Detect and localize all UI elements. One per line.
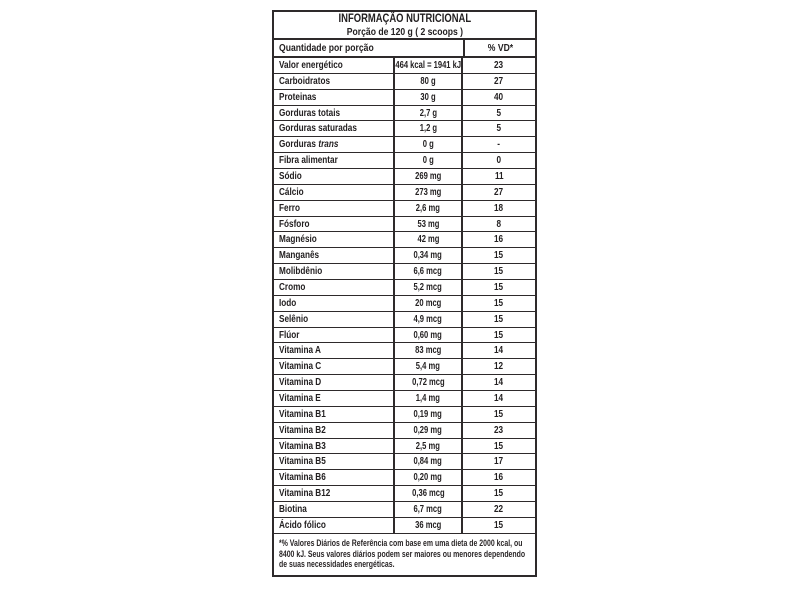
daily-value: 40 <box>494 91 504 103</box>
table-row <box>274 121 535 137</box>
nutrient-name: Gorduras totais <box>279 107 341 119</box>
amount-value: 0,72 mcg <box>411 377 445 389</box>
amount-value: 0 g <box>422 155 434 167</box>
daily-value-cell <box>463 502 535 517</box>
amount-cell <box>393 454 463 469</box>
nutrient-name: Vitamina B1 <box>279 408 326 420</box>
daily-value: 15 <box>494 488 504 500</box>
nutrient-name: Sódio <box>279 170 302 182</box>
table-header-row <box>274 40 535 58</box>
nutrient-name-cell <box>274 312 393 327</box>
nutrient-name: Manganês <box>279 250 320 262</box>
table-row <box>274 296 535 312</box>
footnote-line-1: *% Valores Diários de Referência com base em uma dieta de 2000 kcal, ou <box>279 538 523 548</box>
amount-cell <box>393 74 463 89</box>
nutrient-name-cell <box>274 201 393 216</box>
daily-value-cell <box>463 407 535 422</box>
nutrient-name-cell <box>274 439 393 454</box>
daily-value-cell <box>463 359 535 374</box>
table-row <box>274 106 535 122</box>
daily-value-cell <box>463 185 535 200</box>
nutrient-name-cell <box>274 232 393 247</box>
nutrient-name-cell <box>274 454 393 469</box>
amount-value: 1,4 mg <box>415 392 441 404</box>
daily-value-cell <box>463 201 535 216</box>
amount-value: 6,7 mcg <box>413 503 443 515</box>
amount-cell <box>393 470 463 485</box>
nutrient-name-cell <box>274 296 393 311</box>
daily-value: 5 <box>496 123 502 135</box>
table-row <box>274 502 535 518</box>
nutrient-name-cell <box>274 90 393 105</box>
daily-value: 15 <box>494 408 504 420</box>
daily-value-cell <box>463 328 535 343</box>
amount-cell <box>393 201 463 216</box>
daily-value-cell <box>463 121 535 136</box>
daily-value-cell <box>463 137 535 152</box>
daily-value-cell <box>463 470 535 485</box>
nutrient-name-cell <box>274 407 393 422</box>
daily-value-cell <box>463 423 535 438</box>
nutrient-name-cell <box>274 153 393 168</box>
nutrient-name-cell <box>274 486 393 501</box>
amount-cell <box>393 217 463 232</box>
nutrient-name: Cálcio <box>279 186 304 198</box>
amount-value: 0,19 mg <box>413 408 443 420</box>
daily-value-cell <box>463 74 535 89</box>
daily-value: 16 <box>494 472 504 484</box>
nutrient-name: Cromo <box>279 281 306 293</box>
amount-value: 42 mg <box>417 234 439 246</box>
amount-value: 269 mg <box>414 170 442 182</box>
table-row <box>274 185 535 201</box>
amount-cell <box>393 296 463 311</box>
nutrient-name: Selênio <box>279 313 309 325</box>
nutrient-name: Magnésio <box>279 234 317 246</box>
amount-value: 6,6 mcg <box>413 266 443 278</box>
daily-value-cell <box>463 280 535 295</box>
nutrient-name-cell <box>274 359 393 374</box>
nutrient-name-cell <box>274 185 393 200</box>
daily-value: 15 <box>494 297 504 309</box>
nutrient-name-cell <box>274 375 393 390</box>
table-row <box>274 137 535 153</box>
table-row <box>274 217 535 233</box>
amount-value: 53 mg <box>417 218 439 230</box>
footnote <box>274 534 535 575</box>
nutrient-name-cell <box>274 58 393 73</box>
daily-value: 0 <box>496 155 502 167</box>
amount-cell <box>393 439 463 454</box>
nutrient-name-cell <box>274 502 393 517</box>
daily-value-cell <box>463 264 535 279</box>
nutrient-name: Vitamina B2 <box>279 424 326 436</box>
daily-value-cell <box>463 153 535 168</box>
nutrient-name: Ferro <box>279 202 300 214</box>
daily-value: 15 <box>494 440 504 452</box>
amount-value: 0,36 mcg <box>411 488 445 500</box>
daily-value: 15 <box>494 313 504 325</box>
daily-value-cell <box>463 90 535 105</box>
table-title-block <box>274 12 535 40</box>
amount-cell <box>393 137 463 152</box>
nutrient-name-cell <box>274 343 393 358</box>
table-row <box>274 391 535 407</box>
serving-size <box>274 26 535 39</box>
amount-cell <box>393 407 463 422</box>
daily-value: 15 <box>494 519 504 531</box>
amount-value: 2,6 mg <box>415 202 441 214</box>
nutrient-name-cell <box>274 518 393 533</box>
nutrient-name: Molibdênio <box>279 266 323 278</box>
nutrient-name: Vitamina C <box>279 361 322 373</box>
amount-cell <box>393 312 463 327</box>
daily-value: 27 <box>494 75 504 87</box>
nutrient-name-cell <box>274 248 393 263</box>
nutrition-facts-table <box>272 10 537 577</box>
quantity-per-serving-label: Quantidade por porção <box>279 42 374 54</box>
amount-cell <box>393 280 463 295</box>
nutrient-name: Gorduras <box>279 139 316 151</box>
nutrient-name: Gorduras saturadas <box>279 123 357 135</box>
amount-cell <box>393 58 463 73</box>
amount-value: 30 g <box>420 91 436 103</box>
nutrient-name: Fibra alimentar <box>279 155 338 167</box>
nutrient-name-cell <box>274 264 393 279</box>
table-row <box>274 343 535 359</box>
nutrient-name: Vitamina B12 <box>279 488 331 500</box>
table-row <box>274 248 535 264</box>
daily-value: 23 <box>494 59 504 71</box>
amount-cell <box>393 359 463 374</box>
daily-value-cell <box>463 169 535 184</box>
amount-value: 464 kcal = 1941 kJ <box>395 59 461 71</box>
amount-cell <box>393 232 463 247</box>
amount-value: 0 g <box>422 139 434 151</box>
daily-value-cell <box>463 391 535 406</box>
amount-value: 80 g <box>420 75 436 87</box>
table-row <box>274 407 535 423</box>
amount-value: 2,5 mg <box>415 440 441 452</box>
nutrient-name: Flúor <box>279 329 300 341</box>
nutrient-name: Iodo <box>279 297 297 309</box>
amount-value: 5,4 mg <box>415 361 441 373</box>
table-row <box>274 280 535 296</box>
table-row <box>274 328 535 344</box>
daily-value-cell <box>463 439 535 454</box>
amount-value: 0,20 mg <box>413 472 443 484</box>
nutrient-name-cell <box>274 280 393 295</box>
table-row <box>274 264 535 280</box>
nutrient-name: Valor energético <box>279 59 343 71</box>
table-row <box>274 518 535 534</box>
table-row <box>274 454 535 470</box>
footnote-line-2: 8400 kJ. Seus valores diários podem ser maiores ou menores dependendo <box>279 548 526 559</box>
amount-value: 4,9 mcg <box>413 313 443 325</box>
daily-value-cell <box>463 248 535 263</box>
amount-cell <box>393 185 463 200</box>
amount-cell <box>393 423 463 438</box>
amount-cell <box>393 391 463 406</box>
nutrient-name: Proteinas <box>279 91 317 103</box>
daily-value-cell <box>463 312 535 327</box>
nutrient-name: Vitamina B5 <box>279 456 326 468</box>
nutrient-name-cell <box>274 169 393 184</box>
daily-value-cell <box>463 486 535 501</box>
nutrient-name-cell <box>274 137 393 152</box>
amount-cell <box>393 90 463 105</box>
amount-cell <box>393 106 463 121</box>
amount-cell <box>393 343 463 358</box>
nutrient-name-cell <box>274 106 393 121</box>
amount-value: 0,34 mg <box>413 250 443 262</box>
daily-value: 15 <box>494 329 504 341</box>
table-row <box>274 423 535 439</box>
table-title-text: INFORMAÇÃO NUTRICIONAL <box>338 13 471 25</box>
nutrient-name: Vitamina B3 <box>279 440 326 452</box>
daily-value: 14 <box>494 392 504 404</box>
daily-value-cell <box>463 217 535 232</box>
nutrient-name: Vitamina D <box>279 377 322 389</box>
nutrient-name-cell <box>274 328 393 343</box>
amount-cell <box>393 121 463 136</box>
nutrient-name-cell <box>274 74 393 89</box>
table-row <box>274 58 535 74</box>
table-row <box>274 74 535 90</box>
nutrient-name-cell <box>274 423 393 438</box>
amount-value: 5,2 mcg <box>413 281 443 293</box>
amount-value: 0,29 mg <box>413 424 443 436</box>
daily-value-cell <box>463 106 535 121</box>
nutrient-name-cell <box>274 391 393 406</box>
daily-value: 14 <box>494 377 504 389</box>
amount-cell <box>393 264 463 279</box>
amount-cell <box>393 328 463 343</box>
daily-value-cell <box>463 58 535 73</box>
amount-value: 273 mg <box>414 186 442 198</box>
daily-value-cell <box>463 375 535 390</box>
daily-value-cell <box>463 343 535 358</box>
amount-value: 2,7 g <box>419 107 437 119</box>
nutrient-name: Biotina <box>279 503 307 515</box>
daily-value: 15 <box>494 266 504 278</box>
daily-value: 17 <box>494 456 504 468</box>
daily-value-header <box>463 40 535 56</box>
amount-cell <box>393 375 463 390</box>
daily-value: 12 <box>494 361 504 373</box>
daily-value: 23 <box>494 424 504 436</box>
serving-size-text: Porção de 120 g ( 2 scoops ) <box>346 25 463 38</box>
daily-value: 5 <box>496 107 502 119</box>
daily-value-label: % VD* <box>487 42 513 54</box>
nutrient-name: Vitamina A <box>279 345 321 357</box>
daily-value: 11 <box>494 170 504 182</box>
table-row <box>274 201 535 217</box>
daily-value: - <box>497 139 501 151</box>
amount-value: 20 mcg <box>414 297 442 309</box>
daily-value: 27 <box>494 186 504 198</box>
daily-value: 14 <box>494 345 504 357</box>
amount-cell <box>393 502 463 517</box>
amount-value: 36 mcg <box>414 519 442 531</box>
footnote-line-3: de suas necessidades energéticas. <box>279 559 395 569</box>
amount-value: 1,2 g <box>419 123 437 135</box>
table-row <box>274 312 535 328</box>
daily-value: 15 <box>494 281 504 293</box>
daily-value: 22 <box>494 503 504 515</box>
daily-value: 8 <box>496 218 502 230</box>
daily-value: 16 <box>494 234 504 246</box>
nutrient-name-italic: trans <box>318 139 339 151</box>
nutrient-rows <box>274 58 535 534</box>
daily-value: 15 <box>494 250 504 262</box>
amount-value: 0,60 mg <box>413 329 443 341</box>
table-row <box>274 90 535 106</box>
table-title <box>274 13 535 26</box>
amount-cell <box>393 486 463 501</box>
nutrient-name-cell <box>274 470 393 485</box>
nutrient-name: Vitamina E <box>279 392 321 404</box>
table-row <box>274 232 535 248</box>
daily-value: 18 <box>494 202 504 214</box>
quantity-per-serving-header <box>274 40 463 56</box>
amount-cell <box>393 518 463 533</box>
table-row <box>274 375 535 391</box>
daily-value-cell <box>463 518 535 533</box>
amount-cell <box>393 248 463 263</box>
amount-cell <box>393 169 463 184</box>
amount-value: 83 mcg <box>414 345 442 357</box>
amount-value: 0,84 mg <box>413 456 443 468</box>
table-row <box>274 359 535 375</box>
table-row <box>274 470 535 486</box>
table-row <box>274 169 535 185</box>
daily-value-cell <box>463 296 535 311</box>
daily-value-cell <box>463 454 535 469</box>
table-row <box>274 153 535 169</box>
nutrient-name: Carboidratos <box>279 75 331 87</box>
nutrient-name: Fósforo <box>279 218 310 230</box>
table-row <box>274 439 535 455</box>
nutrient-name-cell <box>274 217 393 232</box>
nutrient-name: Ácido fólico <box>279 519 326 531</box>
table-row <box>274 486 535 502</box>
nutrient-name: Vitamina B6 <box>279 472 326 484</box>
nutrient-name-cell <box>274 121 393 136</box>
daily-value-cell <box>463 232 535 247</box>
amount-cell <box>393 153 463 168</box>
